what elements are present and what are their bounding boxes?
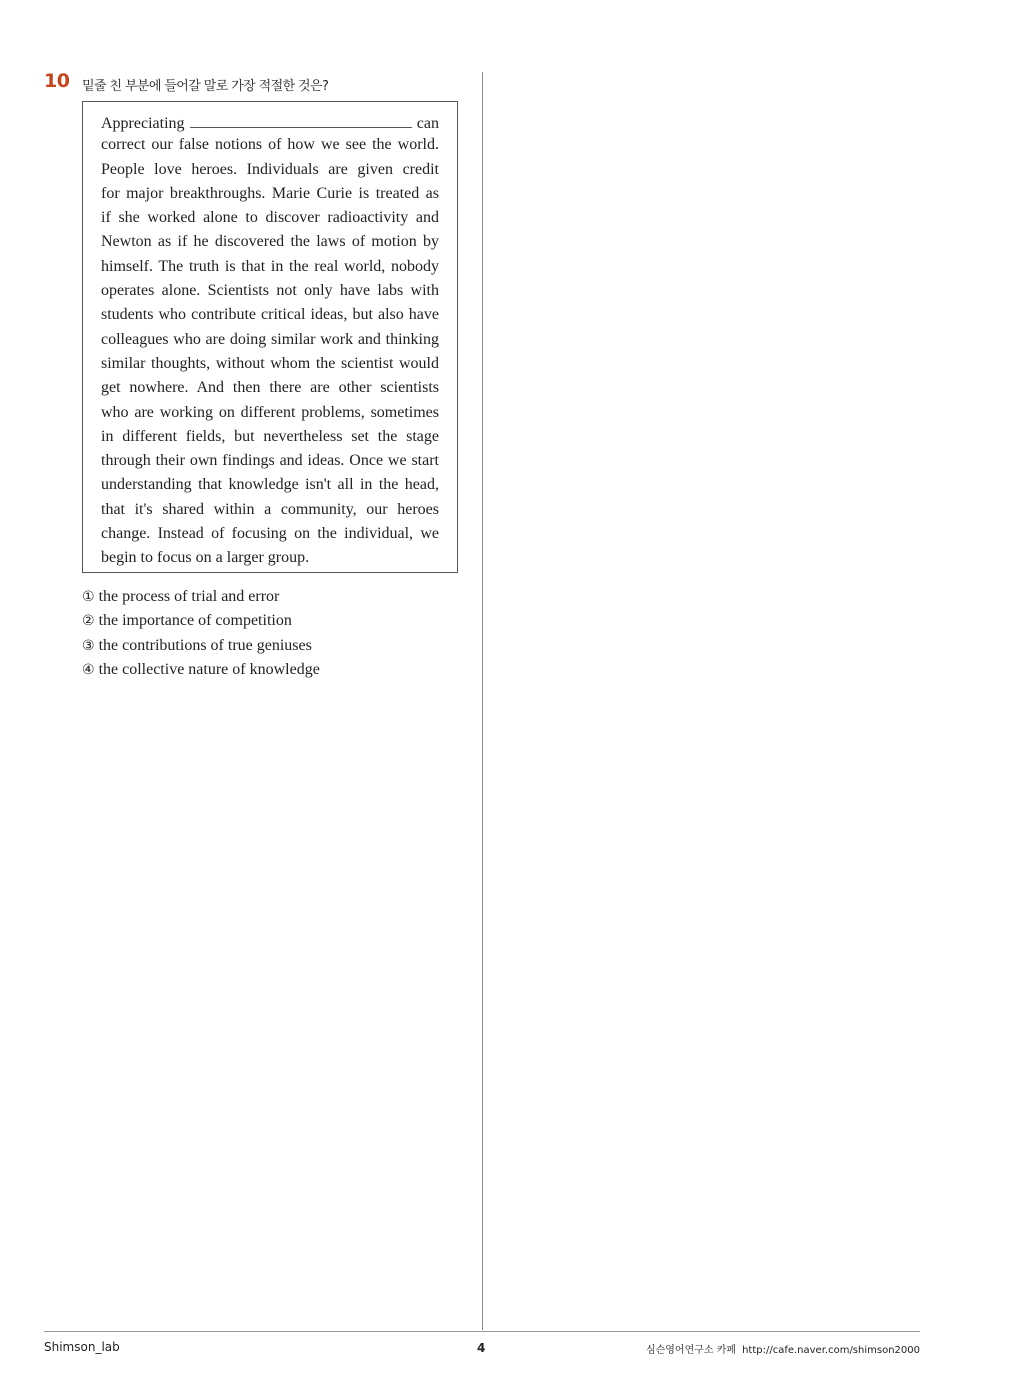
question-number: 10: [44, 70, 70, 92]
page-number: 4: [477, 1341, 486, 1355]
answer-option-3[interactable]: [82, 634, 320, 658]
option-text: the contributions of true geniuses: [98, 636, 312, 654]
passage-line: understanding that knowledge isn't all in the head,: [101, 476, 439, 494]
footer-divider: [44, 1331, 920, 1332]
passage-line: who are working on different problems, sometimes: [101, 403, 439, 421]
passage-line: students who contribute critical ideas, but also have: [101, 306, 439, 324]
option-text: the collective nature of knowledge: [98, 660, 320, 678]
question-prompt: 밑줄 친 부분에 들어갈 말로 가장 적절한 것은?: [82, 79, 329, 94]
passage-line: in different fields, but nevertheless set the stage: [101, 427, 439, 445]
passage-line: operates alone. Scientists not only have labs with: [101, 282, 439, 300]
passage-line: colleagues who are doing similar work and thinking: [101, 330, 439, 348]
passage-line: similar thoughts, without whom the scientist would: [101, 354, 439, 372]
passage-line: if she worked alone to discover radioactivity and: [101, 209, 439, 227]
passage-line: for major breakthroughs. Marie Curie is treated as: [101, 184, 439, 202]
passage-text: [101, 133, 439, 570]
passage-line: that it's shared within a community, our heroes: [101, 500, 439, 518]
footer-cafe: [646, 1341, 920, 1356]
answer-option-1[interactable]: [82, 585, 320, 609]
passage-line: change. Instead of focusing on the individual, we: [101, 525, 439, 543]
option-text: the importance of competition: [98, 612, 292, 630]
option-text: the process of trial and error: [98, 588, 280, 605]
passage-first-word: Appreciating: [101, 115, 185, 132]
option-number-mark: ①: [82, 589, 95, 605]
footer-cafe-url[interactable]: http://cafe.naver.com/shimson2000: [742, 1345, 920, 1356]
answer-options: [82, 585, 320, 682]
footer-brand: Shimson_lab: [44, 1340, 120, 1354]
answer-blank: [190, 109, 412, 128]
passage-line: himself. The truth is that in the real world, nobody: [101, 257, 439, 275]
passage-first-line-end: can: [416, 115, 439, 132]
passage-line: get nowhere. And then there are other scientists: [101, 379, 439, 397]
answer-option-4[interactable]: [82, 658, 320, 682]
passage-line: correct our false notions of how we see the world.: [101, 136, 439, 154]
answer-option-2[interactable]: [82, 609, 320, 633]
passage-line: People love heroes. Individuals are given credit: [101, 160, 439, 178]
option-number-mark: ④: [82, 661, 95, 678]
passage-line: begin to focus on a larger group.: [101, 549, 310, 567]
passage-line: Newton as if he discovered the laws of motion by: [101, 233, 439, 251]
option-number-mark: ②: [82, 613, 95, 630]
footer-cafe-label: 심슨영어연구소 카페: [645, 1345, 737, 1356]
column-divider: [482, 72, 483, 1330]
passage-box: [82, 101, 458, 573]
passage-first-line: [101, 109, 439, 133]
passage-line: through their own findings and ideas. Once we start: [101, 452, 439, 470]
option-number-mark: ③: [82, 637, 95, 654]
